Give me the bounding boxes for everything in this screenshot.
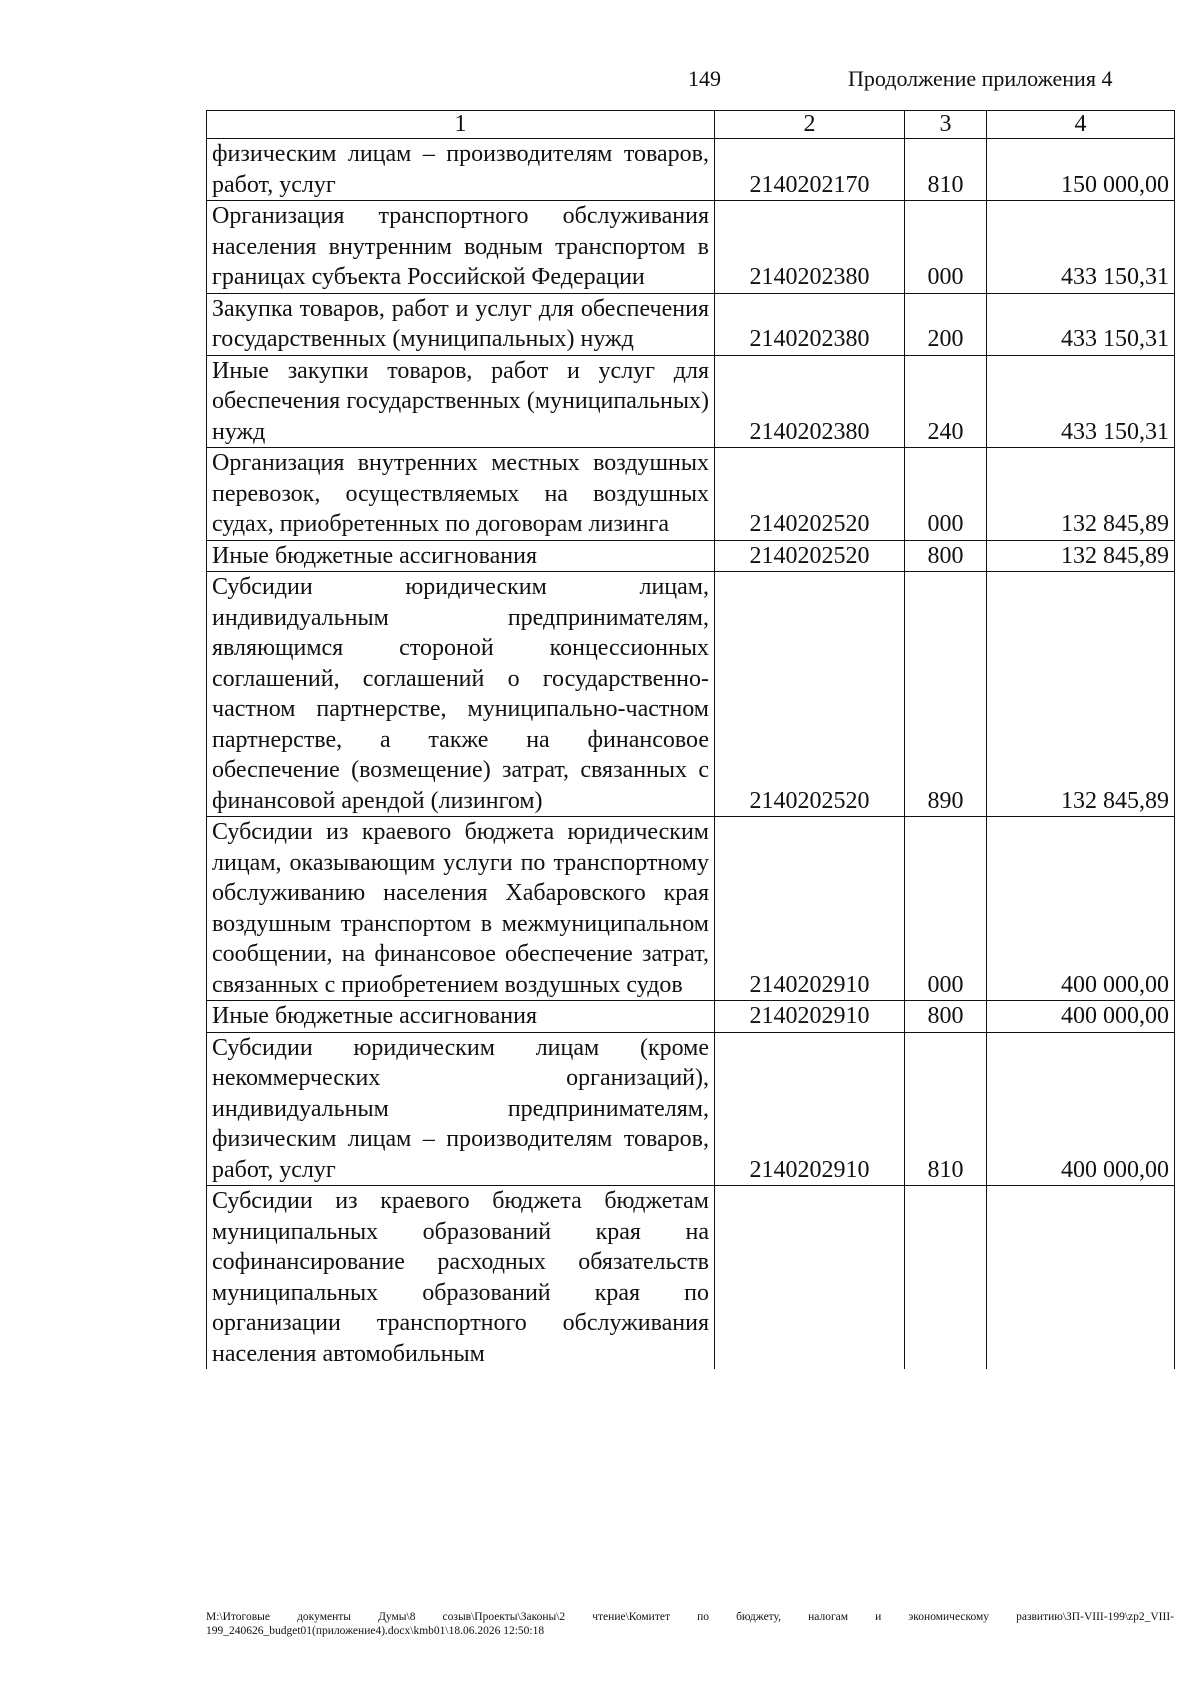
row-type: 000 (905, 201, 987, 294)
row-amount: 150 000,00 (987, 139, 1175, 201)
row-code: 2140202910 (715, 1001, 905, 1033)
row-type: 810 (905, 139, 987, 201)
column-header-2: 2 (715, 111, 905, 139)
row-name: Субсидии из краевого бюджета бюджетам муниципальных образований края на софинансирование расходных обязательств муниципальных образований края по организации транспортного обслуживания населения автомобильным (207, 1186, 715, 1370)
row-amount: 400 000,00 (987, 1032, 1175, 1186)
table-body (207, 139, 1175, 1370)
row-name: Закупка товаров, работ и услуг для обеспечения государственных (муниципальных) нужд (207, 293, 715, 355)
column-header-4: 4 (987, 111, 1175, 139)
row-type: 890 (905, 572, 987, 817)
table-row (207, 293, 1175, 355)
row-amount: 400 000,00 (987, 1001, 1175, 1033)
row-code: 2140202380 (715, 293, 905, 355)
row-name: Иные бюджетные ассигнования (207, 540, 715, 572)
row-amount (987, 1186, 1175, 1370)
table-row (207, 817, 1175, 1001)
row-amount: 132 845,89 (987, 448, 1175, 541)
appendix-continuation-title: Продолжение приложения 4 (848, 66, 1113, 91)
row-name: Иные бюджетные ассигнования (207, 1001, 715, 1033)
row-name: Субсидии юридическим лицам, индивидуальным предпринимателям, являющимся стороной концессионных соглашений, соглашений о государственно-частном партнерстве, муниципально-частном партнерстве, а также на финансовое обеспечение (возмещение) затрат, связанных с финансовой арендой (лизингом) (207, 572, 715, 817)
row-amount: 132 845,89 (987, 572, 1175, 817)
row-code: 2140202380 (715, 201, 905, 294)
row-code: 2140202520 (715, 540, 905, 572)
row-type (905, 1186, 987, 1370)
table-row (207, 139, 1175, 201)
row-code (715, 1186, 905, 1370)
row-amount: 433 150,31 (987, 293, 1175, 355)
row-code: 2140202380 (715, 355, 905, 448)
row-name: Организация транспортного обслуживания населения внутренним водным транспортом в границах субъекта Российской Федерации (207, 201, 715, 294)
document-path-footer: М:\Итоговые документы Думы\8 созыв\Проекты\Законы\2 чтение\Комитет по бюджету, налогам и экономическому развитию\ЗП-VIII-199\zp2_VIII-199_240626_budget01(приложение4).docx\kmb01\18.06.2026 12:50:18 (206, 1611, 1174, 1637)
table-row (207, 1186, 1175, 1370)
row-code: 2140202170 (715, 139, 905, 201)
table-row (207, 540, 1175, 572)
column-header-1: 1 (207, 111, 715, 139)
row-name: физическим лицам – производителям товаров, работ, услуг (207, 139, 715, 201)
row-type: 000 (905, 448, 987, 541)
row-code: 2140202910 (715, 1032, 905, 1186)
row-amount: 132 845,89 (987, 540, 1175, 572)
page-number: 149 (688, 66, 721, 91)
row-name: Организация внутренних местных воздушных перевозок, осуществляемых на воздушных судах, приобретенных по договорам лизинга (207, 448, 715, 541)
row-name: Субсидии из краевого бюджета юридическим лицам, оказывающим услуги по транспортному обслуживанию населения Хабаровского края воздушным транспортом в межмуниципальном сообщении, на финансовое обеспечение затрат, связанных с приобретением воздушных судов (207, 817, 715, 1001)
row-type: 810 (905, 1032, 987, 1186)
table-row (207, 448, 1175, 541)
table-row (207, 1032, 1175, 1186)
row-code: 2140202520 (715, 448, 905, 541)
table-row (207, 572, 1175, 817)
table-row (207, 1001, 1175, 1033)
row-type: 000 (905, 817, 987, 1001)
table-row (207, 355, 1175, 448)
row-name: Субсидии юридическим лицам (кроме некоммерческих организаций), индивидуальным предпринимателям, физическим лицам – производителям товаров, работ, услуг (207, 1032, 715, 1186)
row-code: 2140202910 (715, 817, 905, 1001)
row-type: 800 (905, 540, 987, 572)
row-amount: 433 150,31 (987, 201, 1175, 294)
header-row (207, 111, 1175, 139)
row-code: 2140202520 (715, 572, 905, 817)
row-amount: 400 000,00 (987, 817, 1175, 1001)
budget-table (206, 110, 1175, 1369)
table-header (207, 111, 1175, 139)
row-name: Иные закупки товаров, работ и услуг для обеспечения государственных (муниципальных) нужд (207, 355, 715, 448)
row-type: 800 (905, 1001, 987, 1033)
column-header-3: 3 (905, 111, 987, 139)
row-amount: 433 150,31 (987, 355, 1175, 448)
table-row (207, 201, 1175, 294)
row-type: 200 (905, 293, 987, 355)
row-type: 240 (905, 355, 987, 448)
